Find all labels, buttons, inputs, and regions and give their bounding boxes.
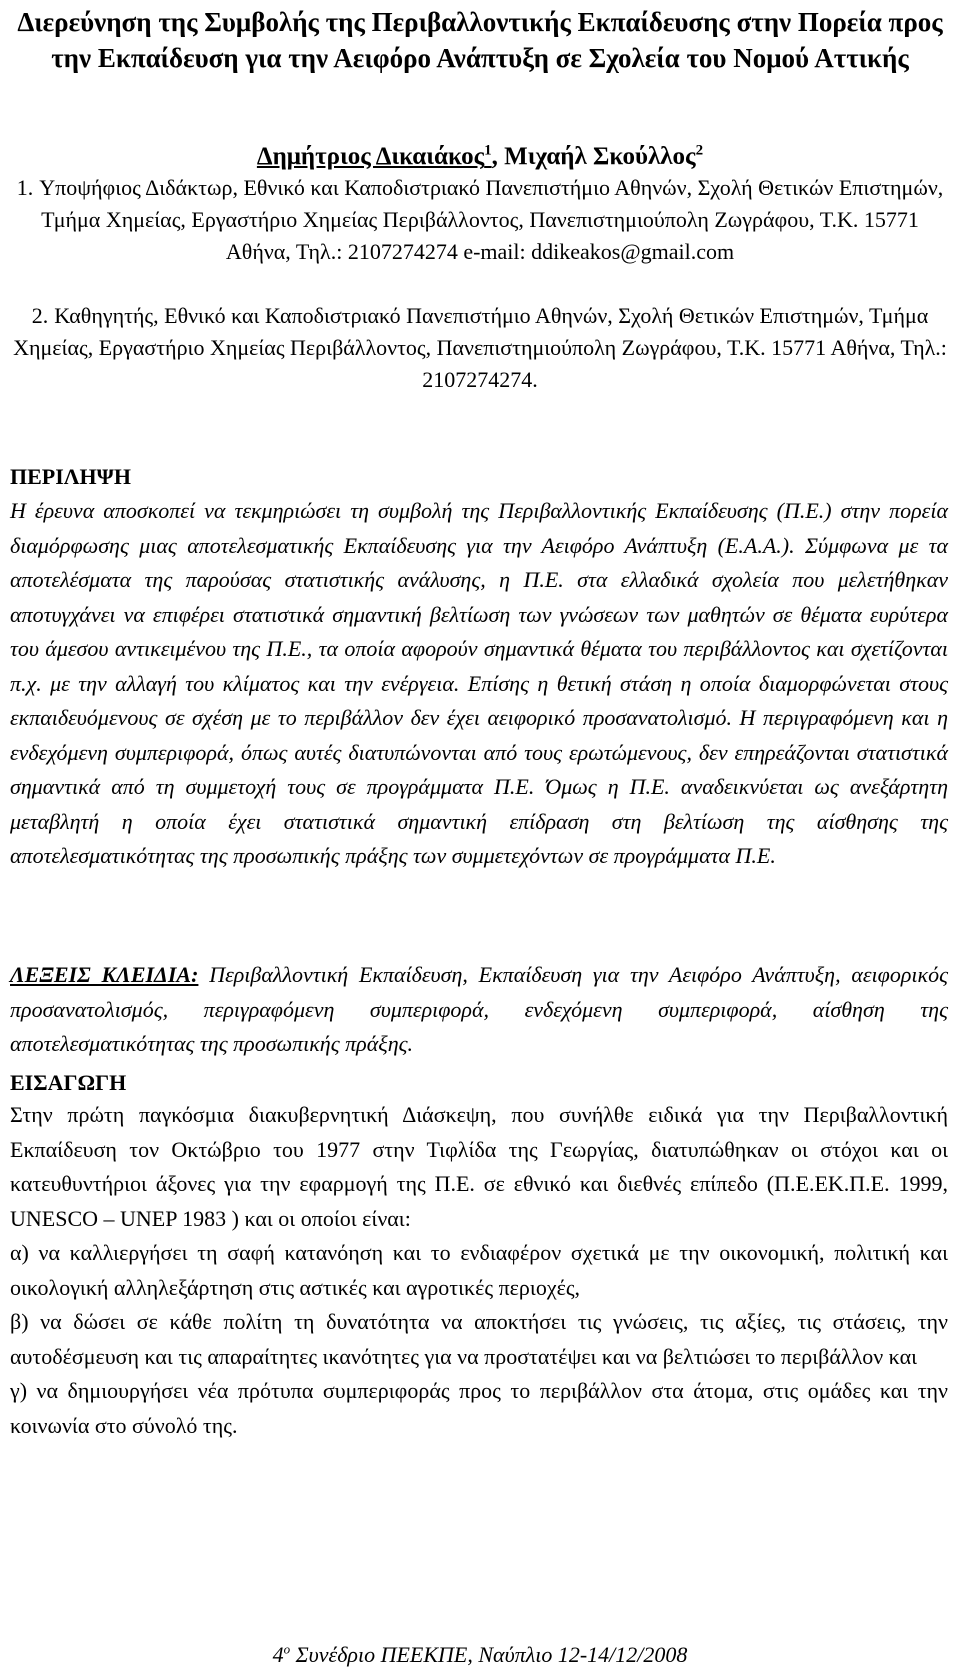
author-1-name: Δημήτριος Δικαιάκος [256,143,485,170]
author-2-name: Μιχαήλ Σκούλλος [504,143,696,170]
affiliation-1 [8,172,952,268]
paper-title: Διερεύνηση της Συμβολής της Περιβαλλοντικής Εκπαίδευσης στην Πορεία προς την Εκπαίδευση για την Αειφόρο Ανάπτυξη σε Σχολεία του Νομού Αττικής [17,7,943,73]
footer-sup: ο [283,1641,291,1657]
author-separator: , [491,143,505,170]
intro-item-a: α) να καλλιεργήσει τη σαφή κατανόηση και το ενδιαφέρον σχετικά με την οικονομική, πολιτική και οικολογική αλληλεξάρτηση στις αστικές και αγροτικές περιοχές, [10,1240,948,1300]
introduction-body [10,1098,948,1443]
keywords-text: Περιβαλλοντική Εκπαίδευση, Εκπαίδευση για την Αειφόρο Ανάπτυξη, αειφορικός προσανατολισμός, περιγραφόμενη συμπεριφορά, ενδεχόμενη συμπεριφορά, αίσθηση της αποτελεσματικότητας της προσωπικής πράξης. [10,962,948,1056]
affiliation-2 [8,300,952,396]
affiliation-1-number: 1. [16,175,34,200]
author-line [8,140,952,174]
affiliation-2-number: 2. [31,303,49,328]
intro-item-c: γ) να δημιουργήσει νέα πρότυπα συμπεριφοράς προς το περιβάλλον στα άτομα, στις ομάδες και την κοινωνία στο σύνολό της. [10,1378,948,1438]
abstract-heading: ΠΕΡΙΛΗΨΗ [10,464,131,489]
intro-paragraph-1: Στην πρώτη παγκόσμια διακυβερνητική Διάσκεψη, που συνήλθε ειδικά για την Περιβαλλοντική Εκπαίδευση τον Οκτώβριο του 1977 στην Τιφλίδα της Γεωργίας, διατυπώθηκαν οι στόχοι και οι κατευθυντήριοι άξονες για την εφαρμογή της Π.Ε. σε εθνικό και διεθνές επίπεδο (Π.Ε.ΕΚ.Π.Ε. 1999, UNESCO – UNEP 1983 ) και οι οποίοι είναι: [10,1102,948,1231]
author-2-sup: 2 [695,142,704,159]
affiliation-2-text: Καθηγητής, Εθνικό και Καποδιστριακό Πανεπιστήμιο Αθηνών, Σχολή Θετικών Επιστημών, Τμήμα Χημείας, Εργαστήριο Χημείας Περιβάλλοντος, Πανεπιστημιούπολη Ζωγράφου, Τ.Κ. 15771 Αθήνα, Τηλ.: 2107274274. [13,303,947,392]
abstract-text: Η έρευνα αποσκοπεί να τεκμηριώσει τη συμβολή της Περιβαλλοντικής Εκπαίδευσης (Π.Ε.) στην πορεία διαμόρφωσης μιας αποτελεσματικής Εκπαίδευσης για την Αειφόρο Ανάπτυξη (Ε.Α.Α.). Σύμφωνα με τα αποτελέσματα της παρούσας στατιστικής ανάλυσης, η Π.Ε. στα ελλαδικά σχολεία που μελετήθηκαν αποτυγχάνει να επιφέρει στατιστικά σημαντική βελτίωση των γνώσεων των μαθητών σε θέματα ευρύτερα του άμεσου αντικειμένου της Π.Ε., τα οποία αφορούν σημαντικά θέματα του περιβάλλοντος και σχετίζονται π.χ. με την αλλαγή του κλίματος και την ενέργεια. Επίσης η θετική στάση η οποία διαμορφώνεται στους εκπαιδευόμενους σε σχέση με το περιβάλλον δεν έχει αειφορικό προσανατολισμό. Η περιγραφόμενη και η ενδεχόμενη συμπεριφορά, όπως αυτές διατυπώνονται από τους ερωτώμενους, δεν επηρεάζονται στατιστικά σημαντικά από τη συμμετοχή τους σε προγράμματα Π.Ε. Όμως η Π.Ε. αναδεικνύεται ως ανεξάρτητη μεταβλητή η οποία έχει στατιστικά σημαντική επίδραση στη βελτίωση της αίσθησης της αποτελεσματικότητας της προσωπικής πράξης των συμμετεχόντων σε προγράμματα Π.Ε. [10,498,948,868]
keywords-label: ΛΕΞΕΙΣ ΚΛΕΙΔΙΑ: [10,962,199,987]
footer-number: 4 [272,1642,284,1667]
intro-item-b: β) να δώσει σε κάθε πολίτη τη δυνατότητα να αποκτήσει τις γνώσεις, τις αξίες, τις στάσεις, την αυτοδέσμευση και τις απαραίτητες ικανότητες για να προστατέψει και να βελτιώσει το περιβάλλον και [10,1309,948,1369]
introduction-heading: ΕΙΣΑΓΩΓΗ [10,1070,127,1095]
author-1 [257,143,492,170]
affiliation-1-text: Υποψήφιος Διδάκτωρ, Εθνικό και Καποδιστριακό Πανεπιστήμιο Αθηνών, Σχολή Θετικών Επιστημών, Τμήμα Χημείας, Εργαστήριο Χημείας Περιβάλλοντος, Πανεπιστημιούπολη Ζωγράφου, Τ.Κ. 15771 Αθήνα, Τηλ.: 2107274274 e-mail: ddikeakos@gmail.com [39,175,944,264]
author-1-sup: 1 [484,142,492,159]
page-footer [0,1640,960,1670]
footer-text: Συνέδριο ΠΕΕΚΠΕ, Ναύπλιο 12-14/12/2008 [290,1642,688,1667]
keywords-block [10,958,948,1062]
